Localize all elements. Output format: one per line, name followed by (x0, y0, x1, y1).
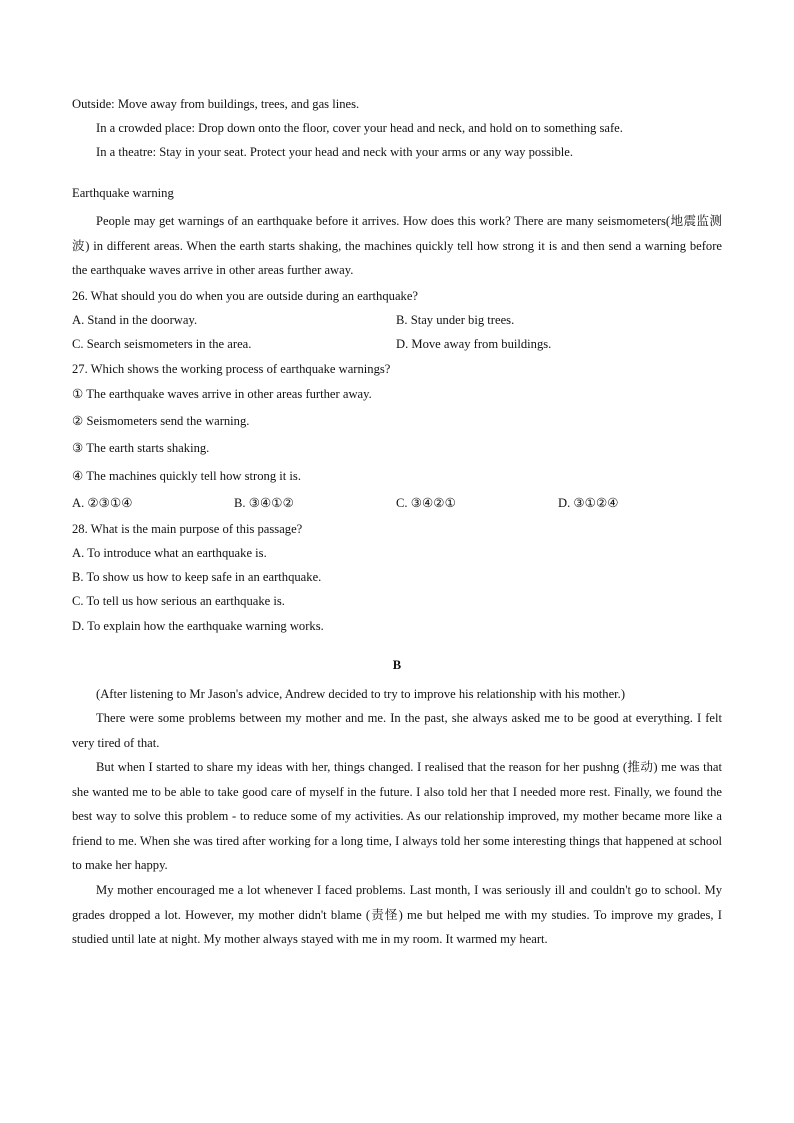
q27-step-4: ④ The machines quickly tell how strong it is. (72, 469, 301, 483)
q27-step-3: ③ The earth starts shaking. (72, 441, 210, 455)
q26-question: 26. What should you do when you are outside during an earthquake? (72, 289, 419, 303)
section-b-paragraph-3: My mother encouraged me a lot whenever I faced problems. Last month, I was seriously ill and couldn't go to school. My grades dropped a lot. However, my mother didn't blame (责怪) me but helped me with my studies. To improve my grades, I studied until late at night. My mother always stayed with me in my room. It warmed my heart. (72, 883, 722, 946)
q27-step-2: ② Seismometers send the warning. (72, 414, 250, 428)
warning-paragraph: People may get warnings of an earthquake before it arrives. How does this work? There are many seismometers(地震监测波) in different areas. When the earth starts shaking, the machines quickly tell how strong it is and then send a warning before the earthquake waves arrive in other areas further away. (72, 214, 722, 277)
q26-option-a: A. Stand in the doorway. (72, 313, 198, 327)
q28-option-d: D. To explain how the earthquake warning works. (72, 619, 324, 633)
q28-question: 28. What is the main purpose of this passage? (72, 522, 303, 536)
q27-option-b: B. ③④①② (234, 496, 294, 510)
q27-option-c: C. ③④②① (396, 496, 456, 510)
q26-option-b: B. Stay under big trees. (396, 313, 515, 327)
section-b-title: B (392, 658, 402, 672)
safety-crowded: In a crowded place: Drop down onto the floor, cover your head and neck, and hold on to something safe. (96, 121, 623, 135)
section-b-intro: (After listening to Mr Jason's advice, Andrew decided to try to improve his relationship with his mother.) (96, 687, 626, 701)
q26-option-c: C. Search seismometers in the area. (72, 337, 252, 351)
warning-heading: Earthquake warning (72, 186, 174, 200)
safety-theatre: In a theatre: Stay in your seat. Protect your head and neck with your arms or any way possible. (96, 145, 574, 159)
section-b-paragraph-1: There were some problems between my mother and me. In the past, she always asked me to be good at everything. I felt very tired of that. (72, 711, 722, 750)
safety-outside: Outside: Move away from buildings, trees, and gas lines. (72, 97, 360, 111)
q27-question: 27. Which shows the working process of earthquake warnings? (72, 362, 391, 376)
q27-option-d: D. ③①②④ (558, 496, 619, 510)
section-b-paragraph-2: But when I started to share my ideas with her, things changed. I realised that the reason for her pushng (推动) me was that she wanted me to be able to take good care of myself in the future. I also told her that I needed more rest. Finally, we found the best way to solve this problem - to reduce some of my activities. As our relationship improved, my mother became more like a friend to me. When she was tired after working for a long time, I always told her some interesting things that happened at school to make her happy. (72, 760, 722, 872)
q27-option-a: A. ②③①④ (72, 496, 133, 510)
q28-option-b: B. To show us how to keep safe in an earthquake. (72, 570, 322, 584)
q28-option-c: C. To tell us how serious an earthquake is. (72, 594, 285, 608)
q28-option-a: A. To introduce what an earthquake is. (72, 546, 267, 560)
q26-option-d: D. Move away from buildings. (396, 337, 552, 351)
q27-step-1: ① The earthquake waves arrive in other areas further away. (72, 387, 372, 401)
